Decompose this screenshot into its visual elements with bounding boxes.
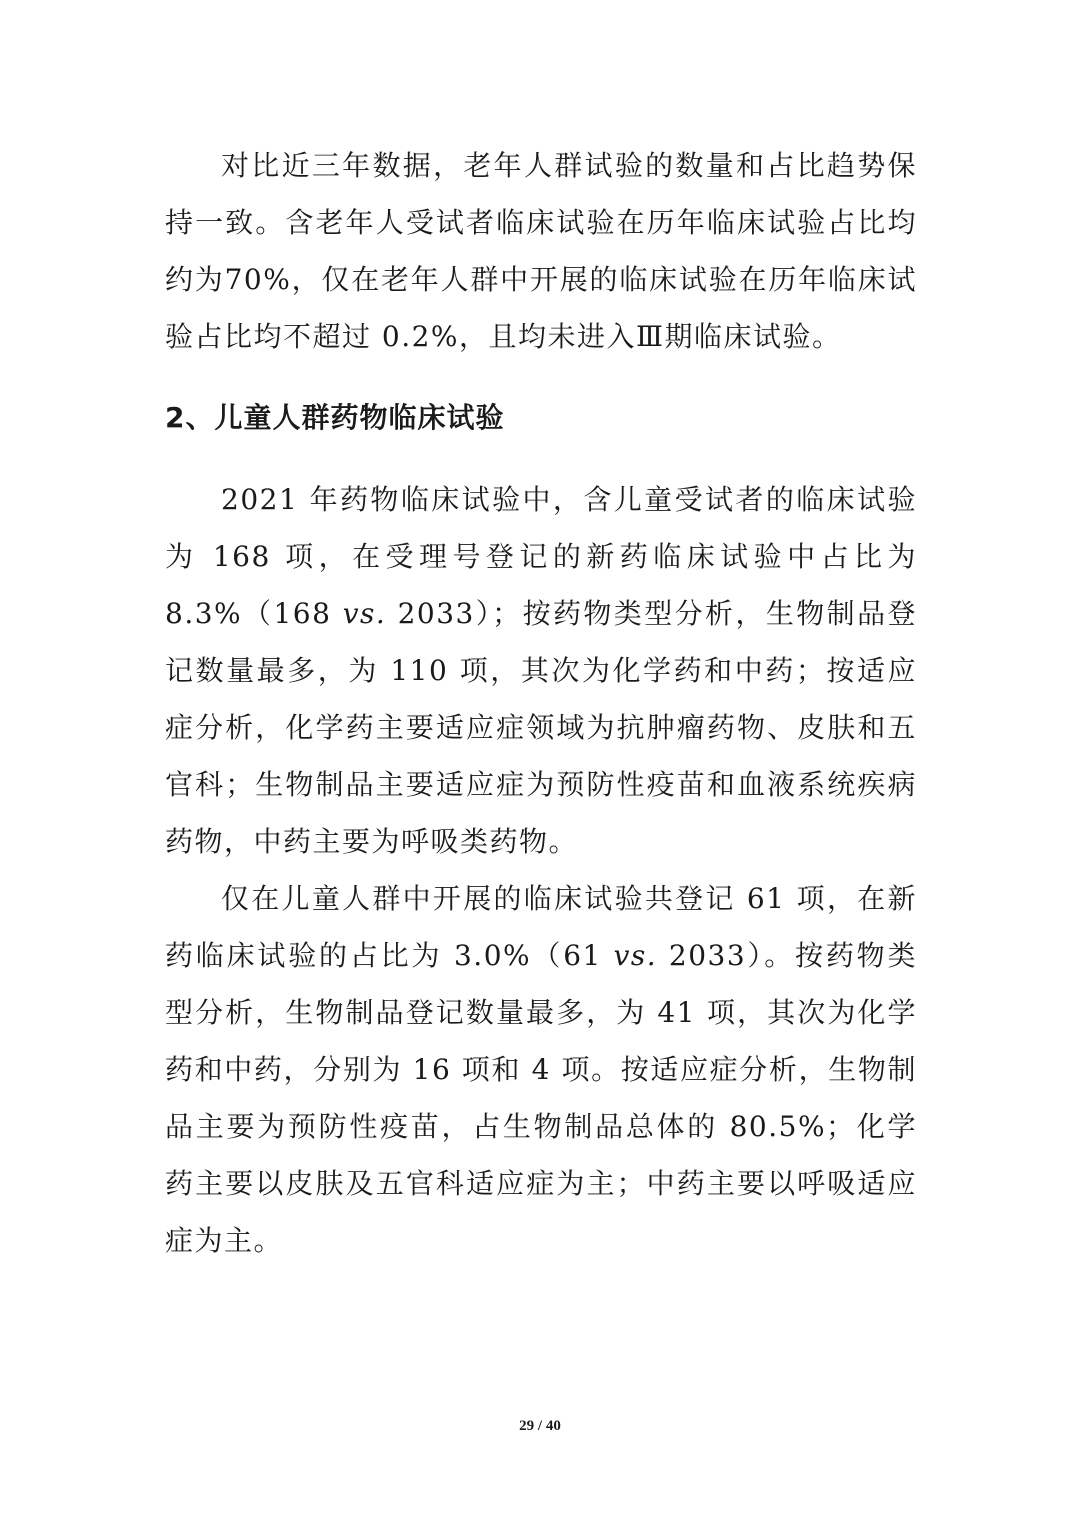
paragraph-pediatric-only-text-1: 仅在儿童人群中开展的临床试验共登记 61 项，在新药临床试验的占比为 3.0%（61 — [165, 882, 917, 972]
paragraph-pediatric-inclusive — [165, 471, 917, 870]
document-body — [165, 137, 917, 1269]
versus-abbrev: vs. — [613, 939, 658, 972]
versus-abbrev: vs. — [342, 597, 387, 630]
paragraph-elderly-trend: 对比近三年数据，老年人群试验的数量和占比趋势保持一致。含老年人受试者临床试验在历年临床试验占比均约为70%，仅在老年人群中开展的临床试验在历年临床试验占比均不超过 0.2%，且均未进入Ⅲ期临床试验。 — [165, 149, 917, 353]
paragraph-pediatric-inclusive-text-1: 2021 年药物临床试验中，含儿童受试者的临床试验为 168 项，在受理号登记的新药临床试验中占比为 8.3%（168 — [165, 483, 917, 630]
page-number: 29 / 40 — [519, 1418, 561, 1434]
paragraph-pediatric-only — [165, 870, 917, 1269]
paragraph-pediatric-inclusive-text-2: 2033）；按药物类型分析，生物制品登记数量最多，为 110 项，其次为化学药和中药；按适应症分析，化学药主要适应症领域为抗肿瘤药物、皮肤和五官科；生物制品主要适应症为预防性疫苗和血液系统疾病药物，中药主要为呼吸类药物。 — [165, 597, 917, 858]
paragraph-pediatric-only-text-2: 2033）。按药物类型分析，生物制品登记数量最多，为 41 项，其次为化学药和中药，分别为 16 项和 4 项。按适应症分析，生物制品主要为预防性疫苗，占生物制品总体的 80.5%；化学药主要以皮肤及五官科适应症为主；中药主要以呼吸适应症为主。 — [165, 939, 917, 1257]
section-heading-pediatric: 2、儿童人群药物临床试验 — [165, 401, 505, 434]
